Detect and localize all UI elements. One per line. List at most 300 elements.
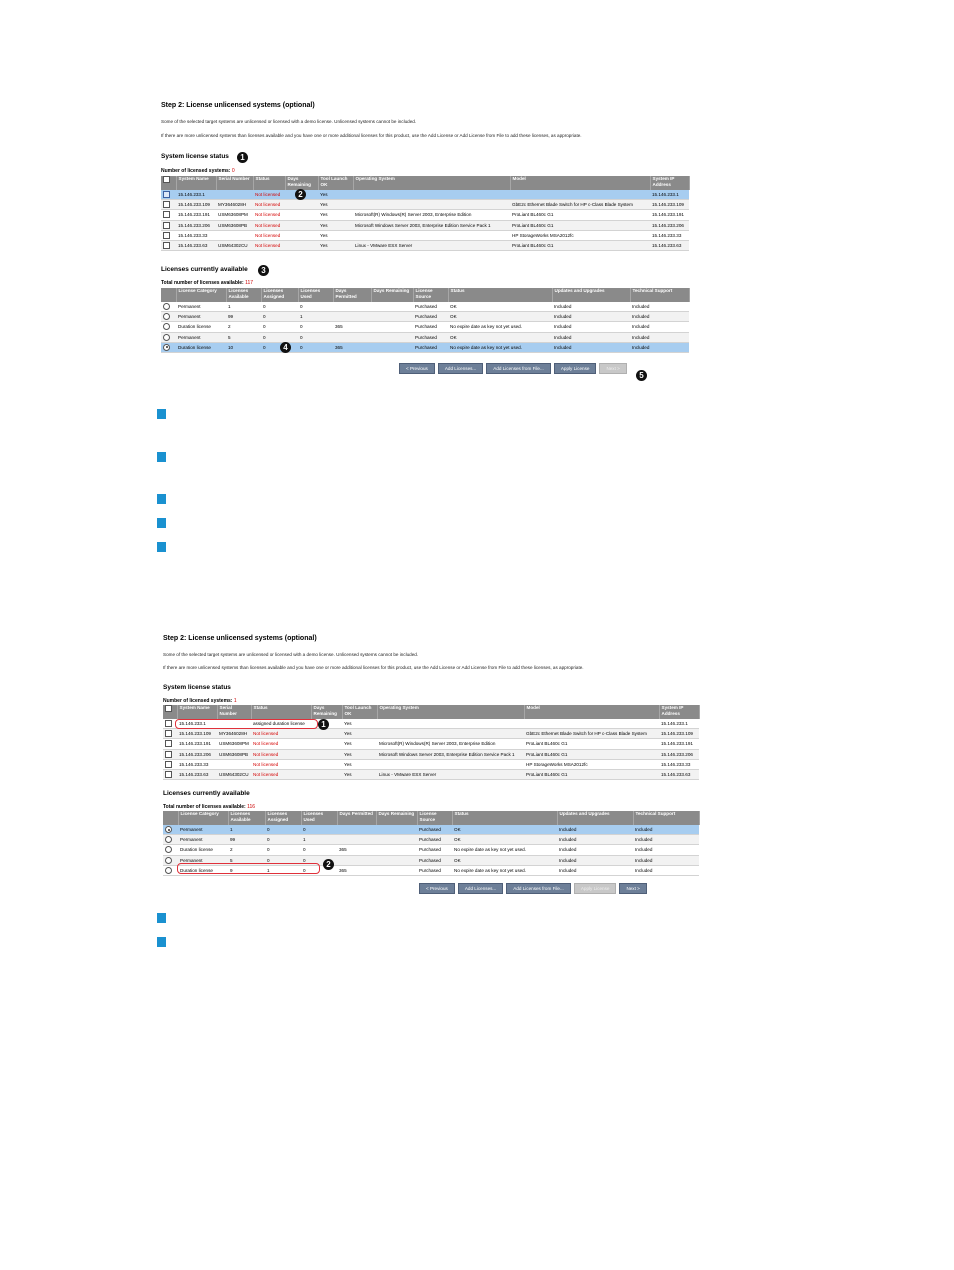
cell-avail: 2 [228, 845, 265, 855]
cell-os [353, 230, 510, 240]
cell-ip: 15.146.233.206 [650, 220, 689, 230]
cell-permitted: 365 [333, 342, 371, 352]
cell-model: ProLiant BL460c G1 [510, 240, 650, 250]
licenses-table [161, 288, 690, 353]
column-header: Serial Number [217, 705, 251, 719]
table-row[interactable] [161, 200, 689, 210]
column-header: Licenses Used [301, 811, 337, 825]
column-header: Status [253, 176, 285, 190]
table-header-row [163, 705, 699, 719]
callout-5: 5 [636, 370, 647, 381]
table-row[interactable] [163, 749, 699, 759]
cell-support: Included [633, 825, 699, 835]
cell-assigned: 0 [265, 855, 301, 865]
licensed-systems-count [161, 168, 235, 174]
callout-3: 3 [258, 265, 269, 276]
column-header: Model [510, 176, 650, 190]
cell-ip: 15.146.233.191 [659, 739, 699, 749]
cell-name: 15.146.233.206 [177, 749, 217, 759]
highlight-assigned-system [175, 719, 318, 729]
column-header: License Category [178, 811, 228, 825]
cell-support: Included [633, 855, 699, 865]
cell-ip: 15.146.233.63 [659, 769, 699, 779]
cell-os [377, 729, 524, 739]
cell-name: 15.146.233.63 [176, 240, 216, 250]
table-row[interactable] [163, 769, 699, 779]
cell-source: Purchased [417, 845, 452, 855]
column-header: Licenses Used [298, 288, 333, 302]
cell-ip: 15.146.233.109 [659, 729, 699, 739]
cell-name: 15.146.233.33 [176, 230, 216, 240]
cell-status: OK [448, 302, 552, 312]
cell-assigned: 0 [265, 825, 301, 835]
column-header: Model [524, 705, 659, 719]
cell-used: 1 [301, 835, 337, 845]
cell-name: 15.146.233.206 [176, 220, 216, 230]
cell-name: 15.146.233.1 [176, 190, 216, 200]
cell-status: Not licensed [253, 190, 285, 200]
cell-os [377, 719, 524, 729]
cell-support: Included [633, 835, 699, 845]
row-radio-cell[interactable] [163, 855, 178, 865]
cell-status: No expire date as key not yet used. [452, 865, 557, 875]
cell-cat: Permanent [176, 332, 226, 342]
cell-used: 0 [298, 342, 333, 352]
cell-source: Purchased [417, 865, 452, 875]
cell-permitted [333, 312, 371, 322]
cell-assigned: 0 [261, 302, 298, 312]
callout-1: 1 [318, 719, 329, 730]
table-row[interactable] [161, 332, 689, 342]
table-row[interactable] [161, 302, 689, 312]
cell-updates: Included [552, 322, 630, 332]
table-header-row [161, 176, 689, 190]
cell-status: OK [448, 332, 552, 342]
cell-model: GbE2c Ethernet Blade Switch for HP c-Class Blade System [524, 729, 659, 739]
cell-os [353, 190, 510, 200]
cell-avail: 1 [228, 825, 265, 835]
cell-serial [216, 190, 253, 200]
cell-assigned: 0 [261, 342, 298, 352]
license-radio[interactable] [165, 826, 172, 833]
table-row[interactable] [161, 210, 689, 220]
cell-cat: Duration license [176, 342, 226, 352]
row-checkbox[interactable] [165, 730, 172, 737]
row-select-cell[interactable] [163, 739, 177, 749]
table-row[interactable] [163, 759, 699, 769]
column-header: Licenses Assigned [265, 811, 301, 825]
cell-status: Not licensed [251, 729, 311, 739]
cell-serial: USM63608PM [217, 739, 251, 749]
cell-days [285, 200, 318, 210]
column-header: Status [251, 705, 311, 719]
cell-days [285, 220, 318, 230]
cell-tool: Yes [318, 200, 353, 210]
table-row[interactable] [161, 312, 689, 322]
cell-serial: USM64302CU [216, 240, 253, 250]
table-row[interactable] [161, 322, 689, 332]
step-marker [157, 913, 166, 923]
row-checkbox[interactable] [165, 751, 172, 758]
cell-model: HP StorageWorks MSA2012fc [510, 230, 650, 240]
cell-updates: Included [552, 332, 630, 342]
cell-source: Purchased [413, 322, 448, 332]
cell-cat: Duration license [176, 322, 226, 332]
cell-model: ProLiant BL460c G1 [524, 749, 659, 759]
wizard-buttons [419, 883, 647, 894]
add-licenses-button[interactable]: Add Licenses... [458, 883, 503, 894]
cell-updates: Included [557, 855, 633, 865]
table-row[interactable] [163, 729, 699, 739]
license-radio[interactable] [165, 846, 172, 853]
cell-model: GbE2c Ethernet Blade Switch for HP c-Class Blade System [510, 200, 650, 210]
row-checkbox[interactable] [165, 761, 172, 768]
row-radio-cell[interactable] [161, 312, 176, 322]
cell-assigned: 0 [261, 312, 298, 322]
next-button[interactable]: Next > [599, 363, 626, 374]
column-header: Days Remaining [285, 176, 318, 190]
cell-cat: Permanent [176, 302, 226, 312]
row-select-cell[interactable] [161, 200, 176, 210]
cell-os: Linux - VMware ESX Server [377, 769, 524, 779]
table-row[interactable] [161, 230, 689, 240]
cell-status: Not licensed [253, 220, 285, 230]
licenses-available-count-label: Total number of licenses available: [161, 280, 244, 286]
cell-remaining [371, 342, 413, 352]
column-header: Tool Launch OK [342, 705, 377, 719]
cell-days [311, 769, 342, 779]
license-radio[interactable] [163, 334, 170, 341]
cell-updates: Included [557, 825, 633, 835]
cell-avail: 1 [226, 302, 261, 312]
column-header: License Category [176, 288, 226, 302]
cell-used: 0 [298, 302, 333, 312]
licensed-systems-count-label: Number of licensed systems: [161, 168, 231, 174]
row-select-cell[interactable] [161, 230, 176, 240]
cell-ip: 15.146.233.206 [659, 749, 699, 759]
column-header: Technical Support [633, 811, 699, 825]
row-select-cell[interactable] [163, 769, 177, 779]
add-licenses-button[interactable]: Add Licenses... [438, 363, 483, 374]
callout-2: 2 [323, 859, 334, 870]
select-all-checkbox[interactable] [165, 705, 172, 712]
apply-license-button[interactable]: Apply License [574, 883, 617, 894]
cell-avail: 99 [228, 835, 265, 845]
cell-cat: Permanent [178, 835, 228, 845]
cell-serial: USM63608PB [216, 220, 253, 230]
column-header: Technical Support [630, 288, 689, 302]
cell-avail: 5 [228, 855, 265, 865]
cell-updates: Included [557, 865, 633, 875]
cell-support: Included [630, 332, 689, 342]
cell-cat: Duration license [178, 865, 228, 875]
licenses-available-count [163, 804, 255, 810]
table-row[interactable] [163, 845, 699, 855]
row-checkbox[interactable] [163, 211, 170, 218]
cell-name: 15.146.233.63 [177, 769, 217, 779]
cell-tool: Yes [318, 210, 353, 220]
cell-days [311, 749, 342, 759]
row-checkbox[interactable] [163, 242, 170, 249]
cell-os: Microsoft Windows Server 2003, Enterprise Edition Service Pack 1 [353, 220, 510, 230]
cell-model [510, 190, 650, 200]
cell-os: Microsoft Windows Server 2003, Enterprise Edition Service Pack 1 [377, 749, 524, 759]
row-checkbox[interactable] [165, 771, 172, 778]
licenses-available-count-value: 116 [247, 804, 256, 810]
row-checkbox[interactable] [163, 191, 170, 198]
cell-days [311, 739, 342, 749]
column-header: Days Permitted [337, 811, 376, 825]
radio-header [161, 288, 176, 302]
licensed-systems-count-value: 0 [231, 168, 235, 174]
table-row[interactable] [163, 835, 699, 845]
cell-status: Not licensed [251, 759, 311, 769]
cell-used: 1 [298, 312, 333, 322]
column-header: Licenses Assigned [261, 288, 298, 302]
cell-support: Included [630, 302, 689, 312]
step-marker [157, 452, 166, 462]
intro-text-2: If there are more unlicensed systems than licenses available and you have one or more additional licenses for this product, use the Add License or Add License from File to add these licenses, as appropriate. [161, 133, 582, 138]
row-select-cell[interactable] [163, 749, 177, 759]
row-select-cell[interactable] [161, 190, 176, 200]
cell-os [353, 200, 510, 210]
cell-updates: Included [557, 845, 633, 855]
radio-header [163, 811, 178, 825]
callout-2: 2 [295, 189, 306, 200]
cell-updates: Included [552, 342, 630, 352]
cell-source: Purchased [413, 332, 448, 342]
cell-status: Not licensed [253, 210, 285, 220]
system-license-status-heading: System license status [161, 153, 229, 160]
cell-remaining [376, 865, 417, 875]
column-header: Updates and Upgrades [552, 288, 630, 302]
cell-status: Not licensed [251, 739, 311, 749]
cell-remaining [376, 855, 417, 865]
cell-model: ProLiant BL460c G1 [524, 739, 659, 749]
license-radio[interactable] [163, 344, 170, 351]
system-table-wrap [163, 705, 699, 780]
row-select-cell[interactable] [163, 729, 177, 739]
table-row[interactable] [161, 240, 689, 250]
cell-status: OK [452, 825, 557, 835]
column-header: System Name [176, 176, 216, 190]
cell-cat: Permanent [176, 312, 226, 322]
cell-permitted: 365 [337, 845, 376, 855]
column-header: Updates and Upgrades [557, 811, 633, 825]
column-header: License Source [413, 288, 448, 302]
licensed-systems-count-value: 1 [233, 698, 237, 704]
cell-used: 0 [301, 865, 337, 875]
cell-support: Included [630, 312, 689, 322]
row-checkbox[interactable] [163, 201, 170, 208]
cell-used: 0 [301, 825, 337, 835]
cell-support: Included [633, 865, 699, 875]
add-licenses-from-file-button[interactable]: Add Licenses from File... [506, 883, 571, 894]
row-checkbox[interactable] [165, 740, 172, 747]
select-all-header[interactable] [161, 176, 176, 190]
intro-text-1: Some of the selected target systems are unlicensed or licensed with a demo license. Unlicensed systems cannot be included. [163, 652, 419, 657]
column-header: Status [452, 811, 557, 825]
cell-days [285, 240, 318, 250]
cell-name: 15.146.233.109 [176, 200, 216, 210]
column-header: System Name [177, 705, 217, 719]
next-button[interactable]: Next > [619, 883, 646, 894]
add-licenses-from-file-button[interactable]: Add Licenses from File... [486, 363, 551, 374]
licensed-systems-count-label: Number of licensed systems: [163, 698, 233, 704]
cell-os: Microsoft(R) Windows(R) Server 2003, Enterprise Edition [353, 210, 510, 220]
cell-remaining [376, 835, 417, 845]
column-header: Days Remaining [371, 288, 413, 302]
cell-os: Linux - VMware ESX Server [353, 240, 510, 250]
cell-tool: Yes [342, 729, 377, 739]
cell-days [311, 759, 342, 769]
cell-used: 0 [298, 322, 333, 332]
license-radio[interactable] [163, 313, 170, 320]
row-checkbox[interactable] [163, 232, 170, 239]
callout-4: 4 [280, 342, 291, 353]
cell-name: 15.146.233.191 [176, 210, 216, 220]
row-radio-cell[interactable] [163, 845, 178, 855]
cell-source: Purchased [413, 342, 448, 352]
cell-source: Purchased [417, 825, 452, 835]
cell-permitted: 365 [333, 322, 371, 332]
cell-source: Purchased [413, 302, 448, 312]
cell-source: Purchased [417, 835, 452, 845]
license-table-wrap [161, 288, 689, 353]
previous-button[interactable]: < Previous [419, 883, 455, 894]
cell-os: Microsoft(R) Windows(R) Server 2003, Enterprise Edition [377, 739, 524, 749]
cell-ip: 15.146.233.1 [650, 190, 689, 200]
column-header: System IP Address [659, 705, 699, 719]
step-marker [157, 409, 166, 419]
cell-model: ProLiant BL460c G1 [524, 769, 659, 779]
cell-tool: Yes [342, 749, 377, 759]
cell-name: 15.146.233.191 [177, 739, 217, 749]
step-marker [157, 542, 166, 552]
licenses-available-heading: Licenses currently available [163, 790, 250, 797]
cell-used: 0 [301, 855, 337, 865]
cell-ip: 15.146.233.33 [659, 759, 699, 769]
cell-used: 0 [298, 332, 333, 342]
cell-source: Purchased [413, 312, 448, 322]
select-all-header[interactable] [163, 705, 177, 719]
row-select-cell[interactable] [161, 220, 176, 230]
cell-status: Not licensed [253, 230, 285, 240]
table-row[interactable] [163, 739, 699, 749]
cell-source: Purchased [417, 855, 452, 865]
table-header-row [163, 811, 699, 825]
step-title: Step 2: License unlicensed systems (optional) [163, 635, 317, 642]
column-header: Days Permitted [333, 288, 371, 302]
cell-cat: Duration license [178, 845, 228, 855]
cell-assigned: 1 [265, 865, 301, 875]
cell-ip: 15.146.233.191 [650, 210, 689, 220]
cell-permitted [337, 835, 376, 845]
cell-remaining [371, 312, 413, 322]
row-radio-cell[interactable] [163, 825, 178, 835]
row-select-cell[interactable] [163, 759, 177, 769]
cell-ip: 15.146.233.109 [650, 200, 689, 210]
license-radio[interactable] [163, 303, 170, 310]
cell-os [377, 759, 524, 769]
cell-assigned: 0 [265, 835, 301, 845]
cell-model: ProLiant BL460c G1 [510, 220, 650, 230]
row-radio-cell[interactable] [163, 835, 178, 845]
row-radio-cell[interactable] [161, 342, 176, 352]
cell-support: Included [630, 342, 689, 352]
wizard-buttons [399, 363, 627, 374]
cell-model [524, 719, 659, 729]
license-radio[interactable] [165, 857, 172, 864]
cell-status: No expire date as key not yet used. [448, 322, 552, 332]
cell-status: OK [452, 855, 557, 865]
license-radio[interactable] [165, 836, 172, 843]
column-header: Operating System [377, 705, 524, 719]
step-title: Step 2: License unlicensed systems (optional) [161, 102, 315, 109]
cell-name: 15.146.233.33 [177, 759, 217, 769]
cell-tool: Yes [318, 190, 353, 200]
license-radio[interactable] [165, 867, 172, 874]
row-select-cell[interactable] [161, 210, 176, 220]
column-header: Serial Number [216, 176, 253, 190]
row-radio-cell[interactable] [161, 332, 176, 342]
licenses-available-heading: Licenses currently available [161, 266, 248, 273]
cell-ip: 15.146.233.63 [650, 240, 689, 250]
cell-updates: Included [552, 302, 630, 312]
cell-model: ProLiant BL460c G1 [510, 210, 650, 220]
cell-tool: Yes [342, 759, 377, 769]
table-row[interactable] [161, 342, 689, 352]
cell-status: OK [452, 835, 557, 845]
cell-status: Not licensed [251, 749, 311, 759]
table-row[interactable] [161, 190, 689, 200]
cell-serial [216, 230, 253, 240]
select-all-checkbox[interactable] [163, 176, 170, 183]
intro-text-2: If there are more unlicensed systems than licenses available and you have one or more additional licenses for this product, use the Add License or Add License from File to add these licenses, as appropriate. [163, 665, 584, 670]
cell-tool: Yes [318, 240, 353, 250]
column-header: Days Remaining [376, 811, 417, 825]
cell-avail: 9 [228, 865, 265, 875]
table-row[interactable] [163, 825, 699, 835]
cell-tool: Yes [342, 769, 377, 779]
row-select-cell[interactable] [161, 240, 176, 250]
cell-assigned: 0 [261, 332, 298, 342]
cell-serial: USM63608PB [217, 749, 251, 759]
row-radio-cell[interactable] [161, 322, 176, 332]
cell-remaining [376, 845, 417, 855]
cell-avail: 99 [226, 312, 261, 322]
column-header: Licenses Available [228, 811, 265, 825]
cell-tool: Yes [342, 739, 377, 749]
license-radio[interactable] [163, 323, 170, 330]
cell-permitted [337, 825, 376, 835]
licensed-systems-count [163, 698, 237, 704]
row-checkbox[interactable] [165, 720, 172, 727]
row-radio-cell[interactable] [161, 302, 176, 312]
table-row[interactable] [161, 220, 689, 230]
cell-support: Included [630, 322, 689, 332]
apply-license-button[interactable]: Apply License [554, 363, 597, 374]
cell-permitted: 365 [337, 865, 376, 875]
cell-cat: Permanent [178, 825, 228, 835]
row-checkbox[interactable] [163, 222, 170, 229]
cell-name: 15.146.233.109 [177, 729, 217, 739]
row-radio-cell[interactable] [163, 865, 178, 875]
column-header: License Source [417, 811, 452, 825]
cell-assigned: 0 [265, 845, 301, 855]
previous-button[interactable]: < Previous [399, 363, 435, 374]
callout-1: 1 [237, 152, 248, 163]
